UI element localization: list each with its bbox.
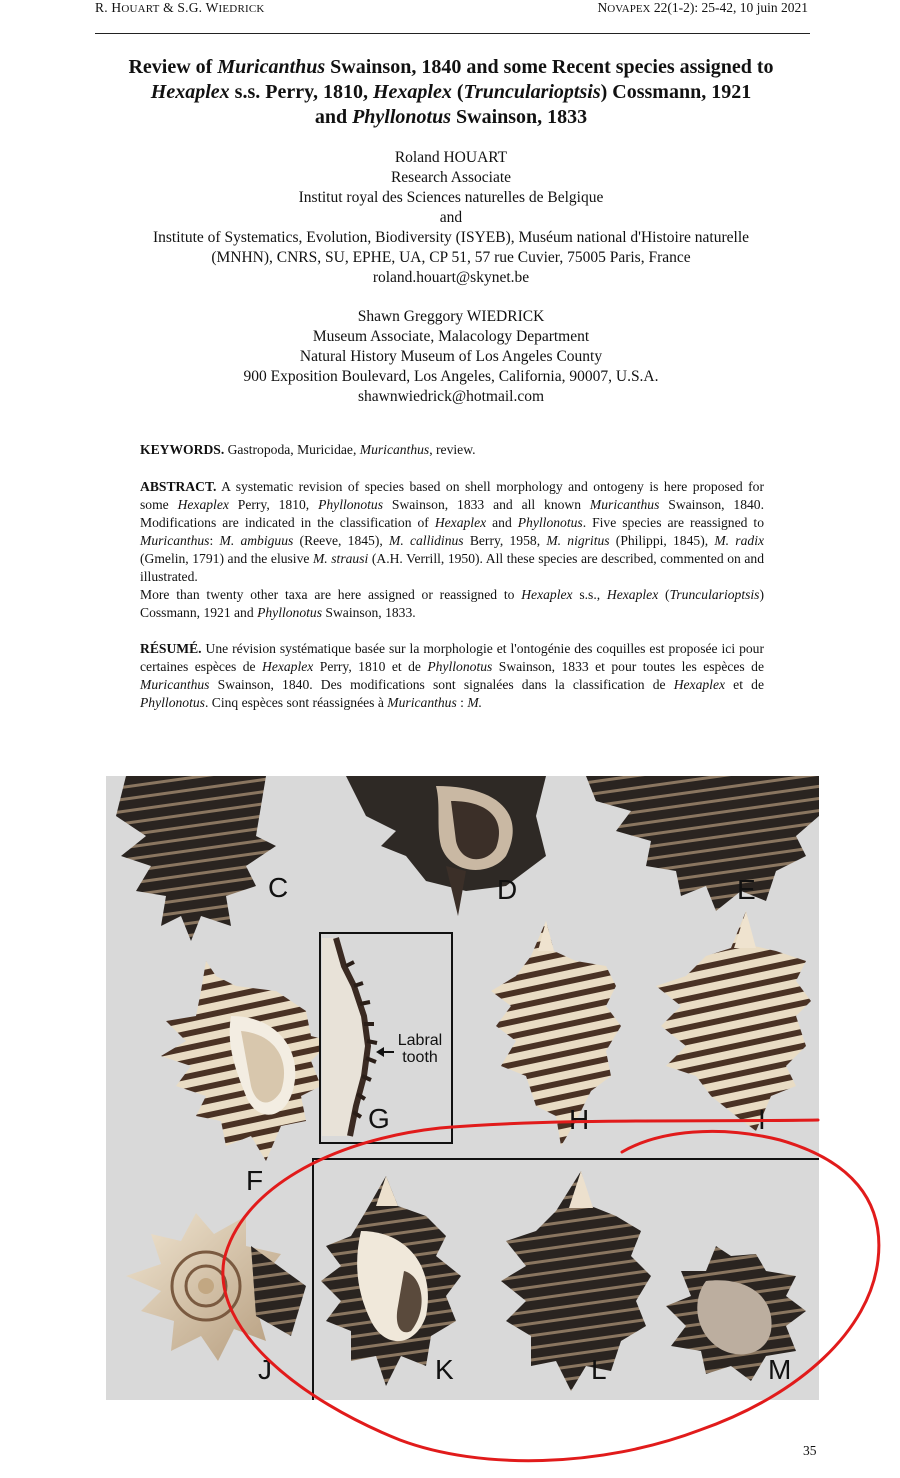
running-header-authors: R. HOUART & S.G. WIEDRICK	[95, 0, 265, 15]
author-1-name: Roland HOUART	[394, 149, 508, 166]
paper-title: Review of Muricanthus Swainson, 1840 and some Recent species assigned to Hexaplex s.s. Perry, 1810, Hexaplex (Truncularioptsis) Cossmann, 1921 and Phyllonotus Swainson, 1833	[128, 56, 774, 128]
figure-label-l: L	[591, 1354, 607, 1385]
page-number: 35	[803, 1443, 817, 1458]
shell-illustrations	[106, 776, 819, 1400]
shell-e	[586, 776, 819, 911]
shell-l	[501, 1171, 651, 1391]
figure-label-k: K	[435, 1354, 454, 1385]
author-2-name: Shawn Greggory WIEDRICK	[357, 308, 545, 325]
figure-label-m: M	[768, 1354, 792, 1385]
figure-label-e: E	[737, 874, 756, 905]
resume-paragraph: RÉSUMÉ. Une révision systématique basée sur la morphologie et l'ontogénie des coquilles est proposée ici pour certaines espèces de Hexaplex Perry, 1810 et de Phyllonotus Swainson, 1833 et pour toutes les espèces de Muricanthus Swainson, 1840. Des modifications sont signalées dans la classification de Hexaplex et de Phyllonotus. Cinq espèces sont réassignées à Muricanthus : M.	[140, 641, 764, 710]
figure-label-j: J	[258, 1354, 272, 1385]
shell-c	[116, 776, 276, 941]
author-block: Roland HOUART Research Associate Institut royal des Sciences naturelles de Belgique and Institute of Systematics, Evolution, Biodiversity (ISYEB), Muséum national d'Histoire naturelle (MNHN), CNRS, SU, EPHE, UA, CP 51, 57 rue Cuvier, 75005 Paris, France roland.houart@skynet.be Shawn Greggory WIEDRICK Museum Associate, Malacology Department Natural History Museum of Los Angeles County 900 Exposition Boulevard, Los Angeles, California, 90007, U.S.A. shawnwiedrick@hotmail.com	[60, 148, 842, 407]
running-header-journal: NOVAPEX 22(1-2): 25-42, 10 juin 2021	[597, 0, 808, 15]
figure-label-d: D	[497, 874, 518, 905]
abstract-paragraph: ABSTRACT. A systematic revision of species based on shell morphology and ontogeny is here proposed for some Hexaplex Perry, 1810, Phyllonotus Swainson, 1833 and all known Muricanthus Swainson, 1840. Modifications are indicated in the classification of Hexaplex and Phyllonotus. Five species are reassigned to Muricanthus: M. ambiguus (Reeve, 1845), M. callidinus Berry, 1958, M. nigritus (Philippi, 1845), M. radix (Gmelin, 1791) and the elusive M. strausi (A.H. Verrill, 1950). All these species are described, commented on and illustrated. More than twenty other taxa are here assigned or reassigned to Hexaplex s.s., Hexaplex (Truncularioptsis) Cossmann, 1921 and Phyllonotus Swainson, 1833.	[140, 479, 765, 620]
shell-i	[656, 911, 811, 1131]
figure-label-f: F	[246, 1165, 264, 1196]
figure-label-g: G	[368, 1103, 390, 1134]
figure-label-i: I	[758, 1104, 766, 1135]
shell-j	[126, 1213, 306, 1361]
figure-plate	[106, 776, 819, 1400]
shell-f	[161, 961, 331, 1161]
figure-label-h: H	[569, 1104, 590, 1135]
header-rule	[95, 33, 810, 34]
figure-label-c: C	[268, 872, 289, 903]
author-2-email[interactable]: shawnwiedrick@hotmail.com	[357, 388, 545, 405]
shell-h	[491, 921, 621, 1146]
labral-tooth-callout: Labral tooth	[397, 1032, 443, 1066]
author-1-email[interactable]: roland.houart@skynet.be	[372, 269, 530, 286]
keywords-paragraph: KEYWORDS. Gastropoda, Muricidae, Muricanthus, review.	[140, 442, 476, 457]
